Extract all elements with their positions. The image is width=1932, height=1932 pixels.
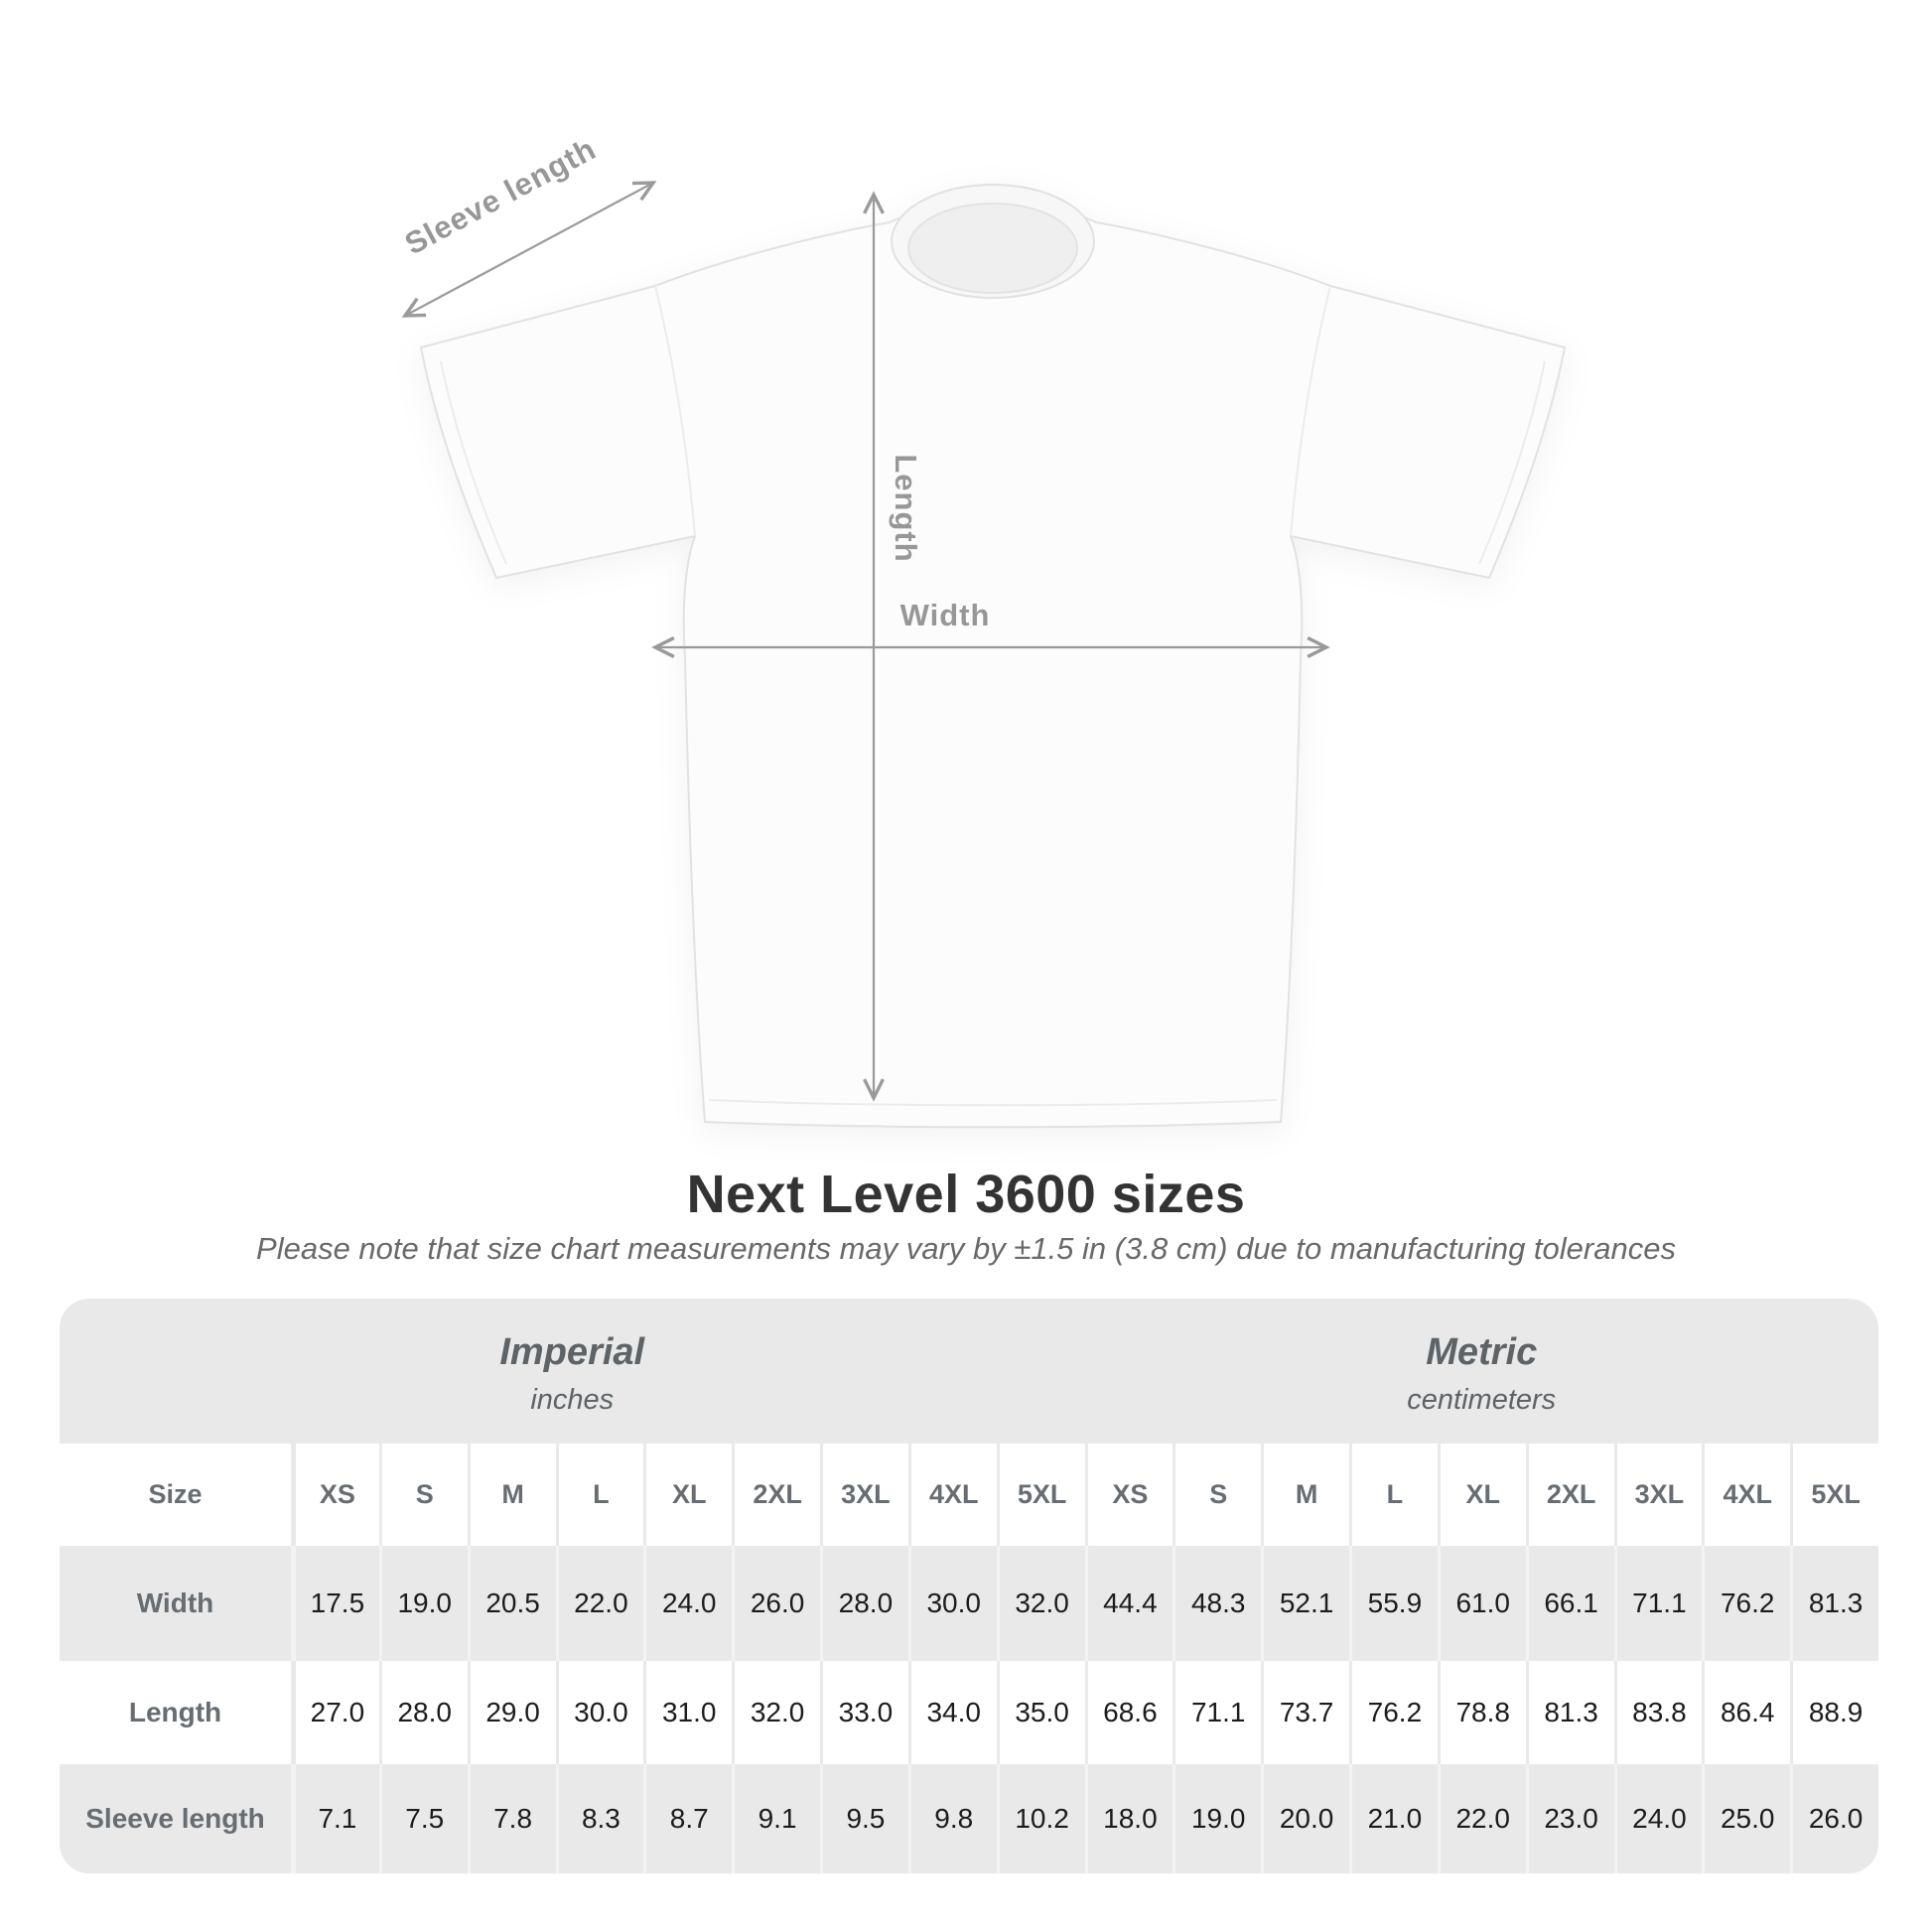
table-cell: 27.0 [291,1661,379,1764]
table-cell: 10.2 [997,1764,1085,1873]
table-row [60,1546,1878,1661]
table-cell: 9.8 [908,1764,997,1873]
table-cell: 61.0 [1438,1546,1526,1661]
row-label: Length [128,1697,222,1727]
table-cell: 23.0 [1526,1764,1614,1873]
table-cell: 22.0 [1438,1764,1526,1873]
table-cell: 81.3 [1790,1546,1878,1661]
row-label: Width [136,1587,214,1618]
imperial-group [60,1299,1085,1444]
table-cell: 28.0 [379,1661,468,1764]
metric-unit-label: centimeters [1407,1384,1557,1416]
table-cell: 48.3 [1173,1546,1261,1661]
table-cell: 55.9 [1349,1546,1438,1661]
table-cell: 17.5 [291,1546,379,1661]
table-cell: XS [1085,1444,1173,1546]
table-cell: 71.1 [1614,1546,1703,1661]
tshirt-outline [421,185,1565,1127]
table-cell: 29.0 [468,1661,556,1764]
page-title: Next Level 3600 sizes [686,1165,1246,1224]
table-cell: 26.0 [732,1546,820,1661]
table-cell: 88.9 [1790,1661,1878,1764]
table-cell: 86.4 [1702,1661,1790,1764]
table-cell: 28.0 [820,1546,908,1661]
table-cell: 33.0 [820,1661,908,1764]
table-cell: L [556,1444,644,1546]
table-cell: 81.3 [1526,1661,1614,1764]
table-cell: 5XL [1790,1444,1878,1546]
table-cell: 7.1 [291,1764,379,1873]
table-cell: 7.5 [379,1764,468,1873]
table-cell: 76.2 [1349,1661,1438,1764]
table-cell: 24.0 [1614,1764,1703,1873]
table-cell: 2XL [732,1444,820,1546]
size-chart-card [60,1299,1878,1873]
table-cell: M [1261,1444,1349,1546]
row-label: Size [148,1479,203,1509]
size-header-row [60,1444,1878,1546]
width-label: Width [899,598,991,632]
table-row [60,1661,1878,1764]
table-cell: 4XL [908,1444,997,1546]
table-cell: XS [291,1444,379,1546]
table-cell: M [468,1444,556,1546]
table-cell: 22.0 [556,1546,644,1661]
table-cell: 3XL [820,1444,908,1546]
table-cell: 44.4 [1085,1546,1173,1661]
table-cell: 78.8 [1438,1661,1526,1764]
table-cell: 30.0 [556,1661,644,1764]
table-cell: 8.7 [643,1764,732,1873]
table-cell: 19.0 [1173,1764,1261,1873]
table-cell: 26.0 [1790,1764,1878,1873]
metric-group [1085,1299,1879,1444]
table-cell: 25.0 [1702,1764,1790,1873]
table-cell: S [379,1444,468,1546]
table-cell: 7.8 [468,1764,556,1873]
table-cell: 32.0 [997,1546,1085,1661]
table-cell: 5XL [997,1444,1085,1546]
table-cell: 83.8 [1614,1661,1703,1764]
row-label: Sleeve length [85,1803,265,1834]
table-cell: 68.6 [1085,1661,1173,1764]
table-cell: 2XL [1526,1444,1614,1546]
table-cell: 24.0 [643,1546,732,1661]
table-cell: 9.1 [732,1764,820,1873]
imperial-unit-label: inches [530,1384,615,1416]
table-cell: 73.7 [1261,1661,1349,1764]
table-cell: 18.0 [1085,1764,1173,1873]
table-cell: 31.0 [643,1661,732,1764]
table-cell: 66.1 [1526,1546,1614,1661]
table-cell: L [1349,1444,1438,1546]
table-cell: 76.2 [1702,1546,1790,1661]
length-label: Length [889,454,923,563]
table-cell: XL [643,1444,732,1546]
table-cell: 9.5 [820,1764,908,1873]
table-cell: 19.0 [379,1546,468,1661]
table-cell: 32.0 [732,1661,820,1764]
metric-group-label: Metric [1426,1331,1538,1373]
unit-group-header [60,1299,1878,1444]
table-cell: 34.0 [908,1661,997,1764]
page-subtitle: Please note that size chart measurements may vary by ±1.5 in (3.8 cm) due to manufacturing tolerances [256,1231,1676,1266]
table-cell: 20.5 [468,1546,556,1661]
imperial-group-label: Imperial [499,1331,645,1373]
table-row [60,1764,1878,1873]
table-cell: 8.3 [556,1764,644,1873]
table-cell: 4XL [1702,1444,1790,1546]
size-table [60,1444,1878,1873]
sleeve-length-label: Sleeve length [398,131,603,262]
collar-opening [908,204,1077,293]
table-cell: 3XL [1614,1444,1703,1546]
table-cell: XL [1438,1444,1526,1546]
table-cell: 30.0 [908,1546,997,1661]
table-cell: 35.0 [997,1661,1085,1764]
table-cell: S [1173,1444,1261,1546]
table-cell: 21.0 [1349,1764,1438,1873]
table-cell: 52.1 [1261,1546,1349,1661]
table-cell: 20.0 [1261,1764,1349,1873]
table-cell: 71.1 [1173,1661,1261,1764]
